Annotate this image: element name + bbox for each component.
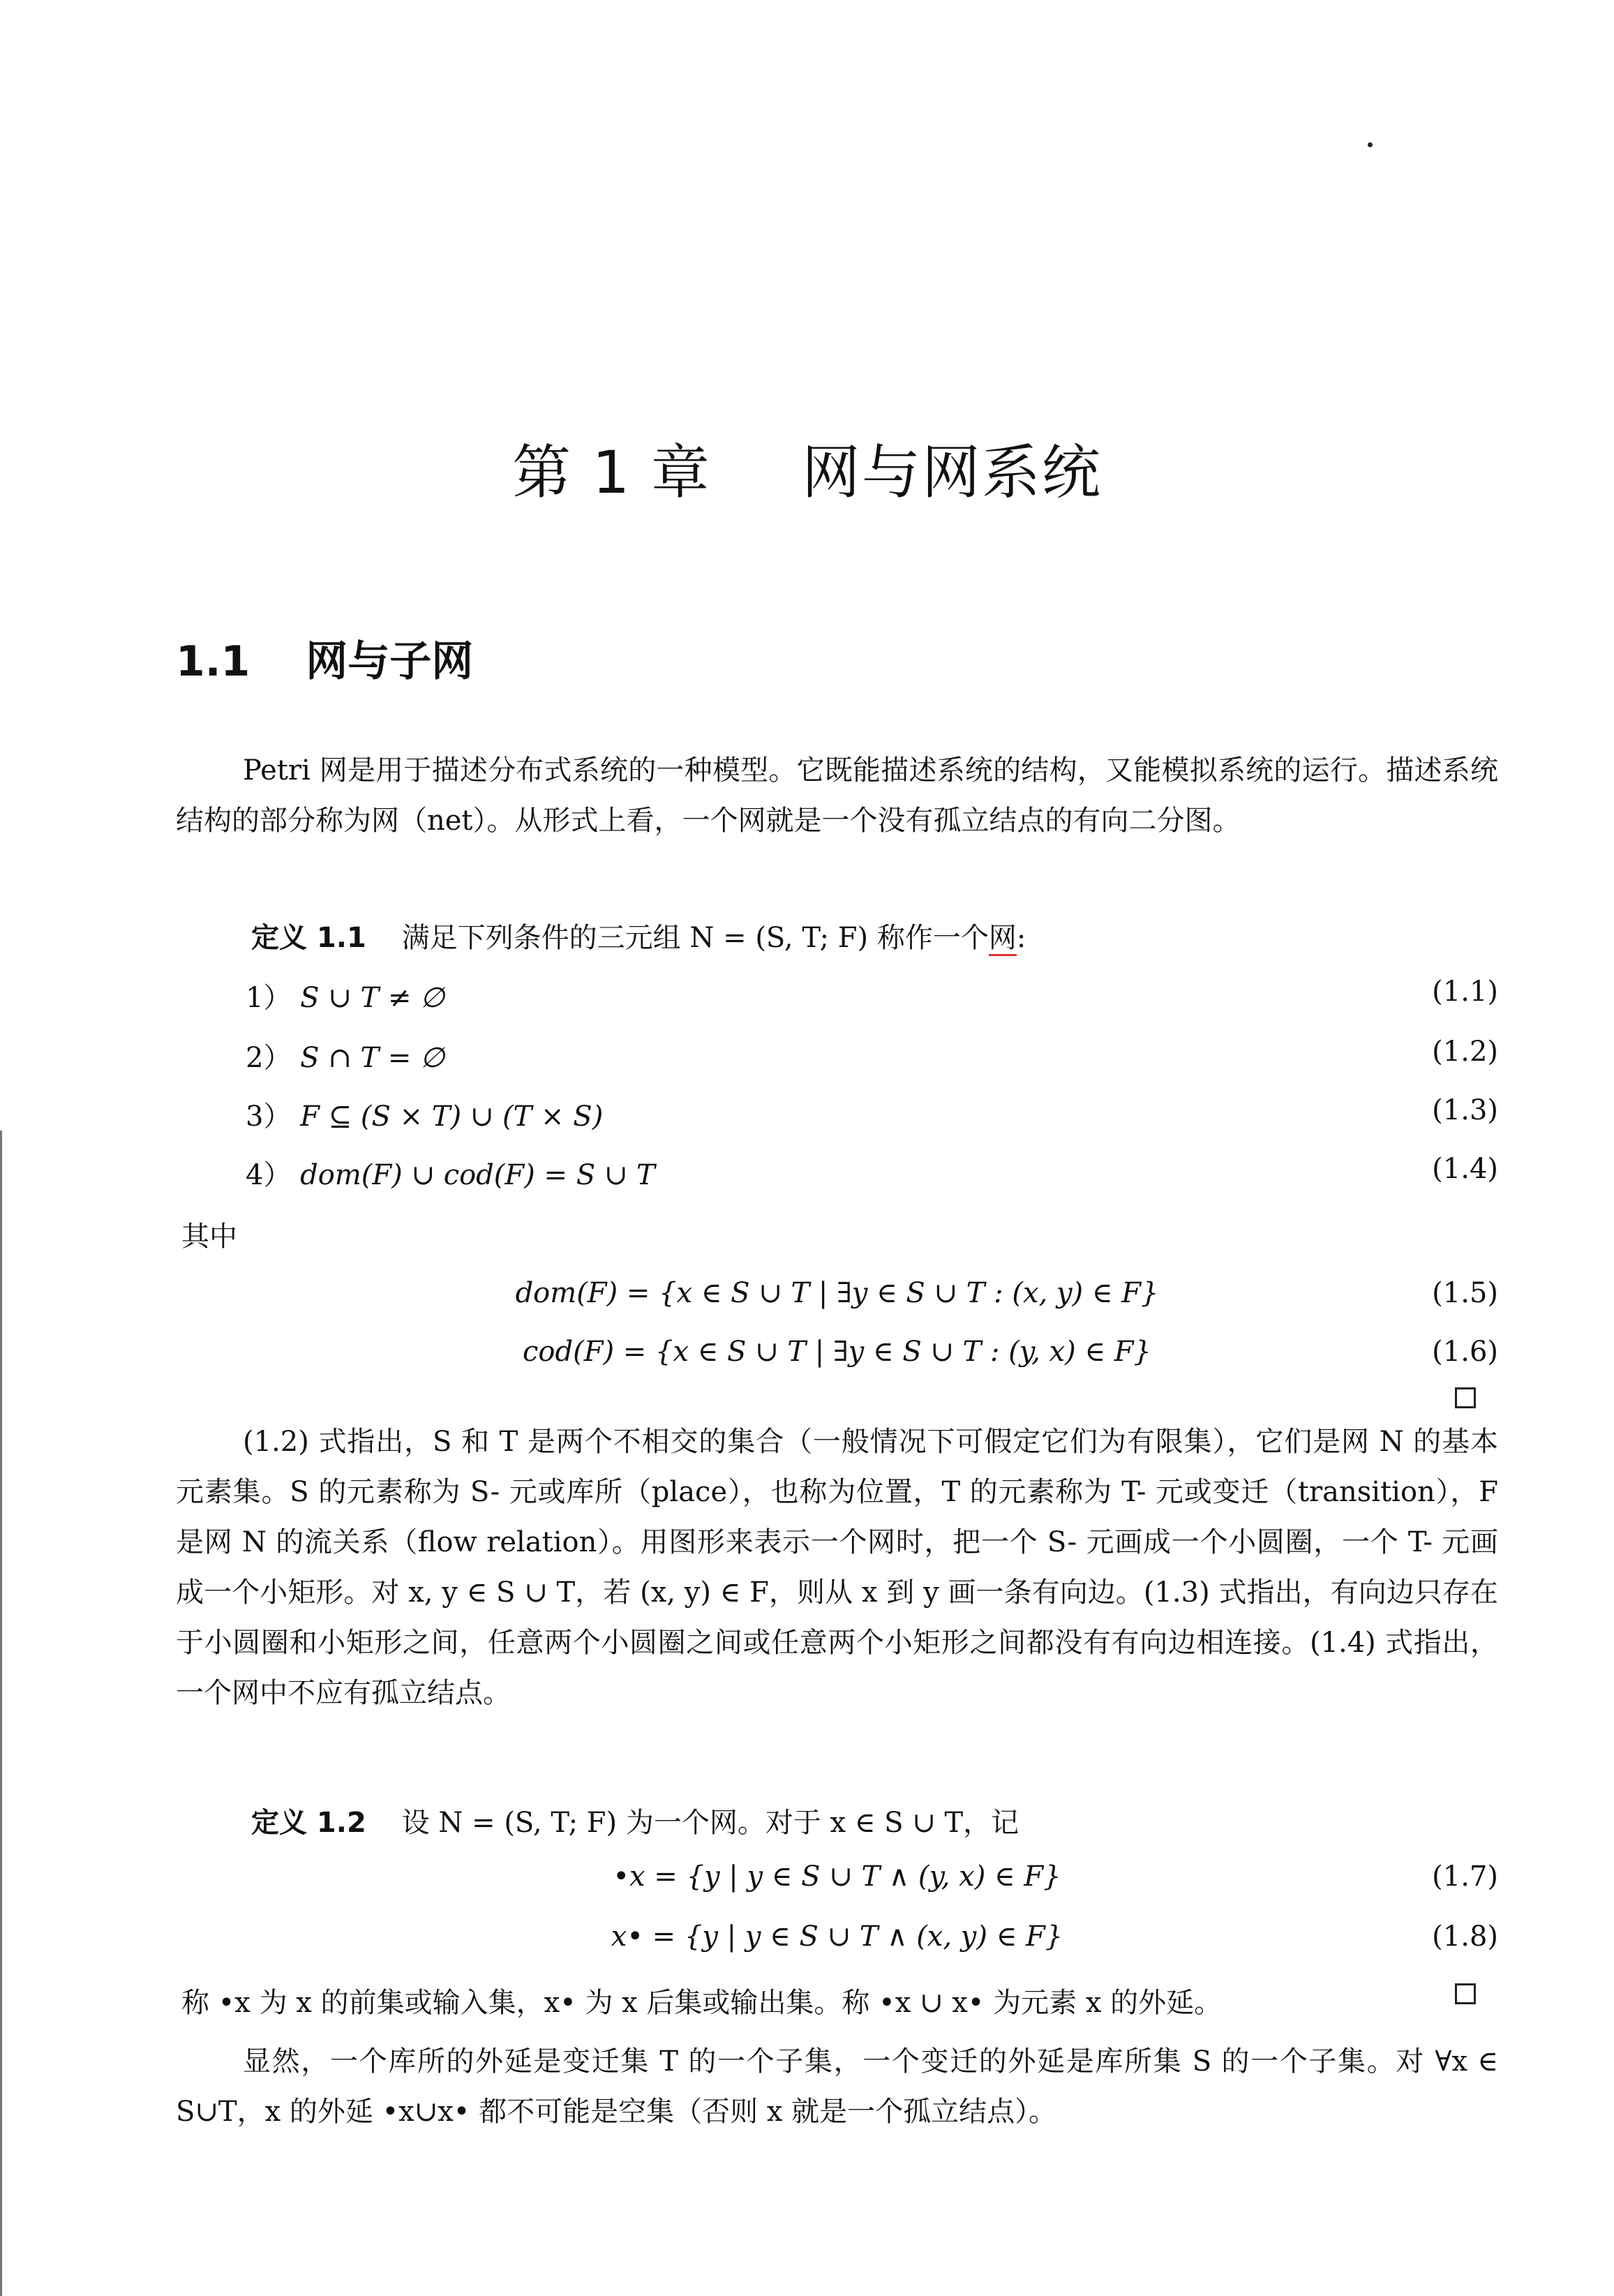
equation-1-5: [176, 1277, 1498, 1312]
obviously-paragraph: 显然，一个库所的外延是变迁集 T 的一个子集，一个变迁的外延是库所集 S 的一个子集。对 ∀x ∈ S∪T，x 的外延 •x∪x• 都不可能是空集（否则 x 就是一个孤立结点）。: [176, 2045, 1498, 2128]
equation-formula: •x = {y | y ∈ S ∪ T ∧ (y, x) ∈ F}: [613, 1861, 1061, 1893]
definition-1-2: [251, 1801, 1019, 1840]
condition-formula: S ∩ T = ∅: [300, 1042, 444, 1074]
definition-1-1: [251, 916, 1026, 955]
qed-box-1: [1455, 1387, 1476, 1411]
equation-number: (1.1): [1432, 976, 1498, 1008]
scan-speck: [1368, 142, 1373, 147]
equation-number: (1.8): [1432, 1921, 1498, 1953]
explanation-paragraph: (1.2) 式指出，S 和 T 是两个不相交的集合（一般情况下可假定它们为有限集），它们是网 N 的基本元素集。S 的元素称为 S- 元或库所（place），也称为位置，T 的元素称为 T- 元或变迁（transition），F 是网 N 的流关系（flow relation）。用图形来表示一个网时，把一个 S- 元画成一个小圆圈，一个 T- 元画成一个小矩形。对 x, y ∈ S ∪ T，若 (x, y) ∈ F，则从 x 到 y 画一条有向边。(1.3) 式指出，有向边只存在于小圆圈和小矩形之间，任意两个小圆圈之间或任意两个小矩形之间都没有有向边相连接。(1.4) 式指出，一个网中不应有孤立结点。: [176, 1426, 1498, 1709]
chapter-number: 第 1 章: [512, 438, 711, 507]
condition-3: [176, 1094, 1498, 1133]
condition-label: 4）: [246, 1159, 292, 1191]
equation-number: (1.4): [1432, 1153, 1498, 1185]
section-name: 网与子网: [306, 637, 474, 686]
definition-1-1-text: 满足下列条件的三元组 N = (S, T; F) 称作一个: [401, 922, 989, 954]
equation-1-8: [176, 1921, 1498, 1955]
definition-1-1-colon: :: [1016, 922, 1026, 954]
definition-1-2-conclusion: 称 •x 为 x 的前集或输入集，x• 为 x 后集或输出集。称 •x ∪ x• 为元素 x 的外延。: [181, 1987, 1223, 2019]
section-title: [176, 628, 473, 688]
equation-formula: x• = {y | y ∈ S ∪ T ∧ (x, y) ∈ F}: [611, 1921, 1063, 1953]
chapter-title: [0, 426, 1614, 510]
condition-label: 1）: [246, 982, 292, 1014]
condition-label: 3）: [246, 1101, 292, 1133]
definition-1-2-text: 设 N = (S, T; F) 为一个网。对于 x ∈ S ∪ T，记: [401, 1807, 1019, 1839]
equation-number: (1.3): [1432, 1094, 1498, 1126]
intro-paragraph: Petri 网是用于描述分布式系统的一种模型。它既能描述系统的结构，又能模拟系统的运行。描述系统结构的部分称为网（net）。从形式上看，一个网就是一个没有孤立结点的有向二分图。: [176, 754, 1498, 837]
chapter-name: 网与网系统: [801, 438, 1102, 507]
equation-number: (1.6): [1432, 1336, 1498, 1368]
equation-1-6: [176, 1336, 1498, 1371]
where-label: 其中: [181, 1221, 237, 1253]
equation-number: (1.2): [1432, 1036, 1498, 1068]
equation-1-7: [176, 1861, 1498, 1895]
equation-formula: cod(F) = {x ∈ S ∪ T | ∃y ∈ S ∪ T : (y, x) ∈ F}: [523, 1336, 1151, 1368]
definition-1-1-heading: 定义 1.1: [251, 922, 366, 954]
condition-formula: dom(F) ∪ cod(F) = S ∪ T: [300, 1159, 655, 1191]
section-number: 1.1: [176, 637, 251, 686]
condition-label: 2）: [246, 1042, 292, 1074]
equation-formula: dom(F) = {x ∈ S ∪ T | ∃y ∈ S ∪ T : (x, y) ∈ F}: [515, 1277, 1159, 1309]
condition-formula: F ⊆ (S × T) ∪ (T × S): [300, 1101, 604, 1133]
condition-2: [176, 1036, 1498, 1074]
qed-box-2: [1455, 1983, 1476, 2007]
definition-1-1-term: 网: [989, 922, 1017, 956]
condition-4: [176, 1153, 1498, 1191]
equation-number: (1.7): [1432, 1861, 1498, 1893]
condition-formula: S ∪ T ≠ ∅: [300, 982, 444, 1014]
definition-1-2-heading: 定义 1.2: [251, 1807, 366, 1839]
page-edge-line: [0, 1131, 2, 2296]
equation-number: (1.5): [1432, 1277, 1498, 1309]
condition-1: [176, 976, 1498, 1014]
